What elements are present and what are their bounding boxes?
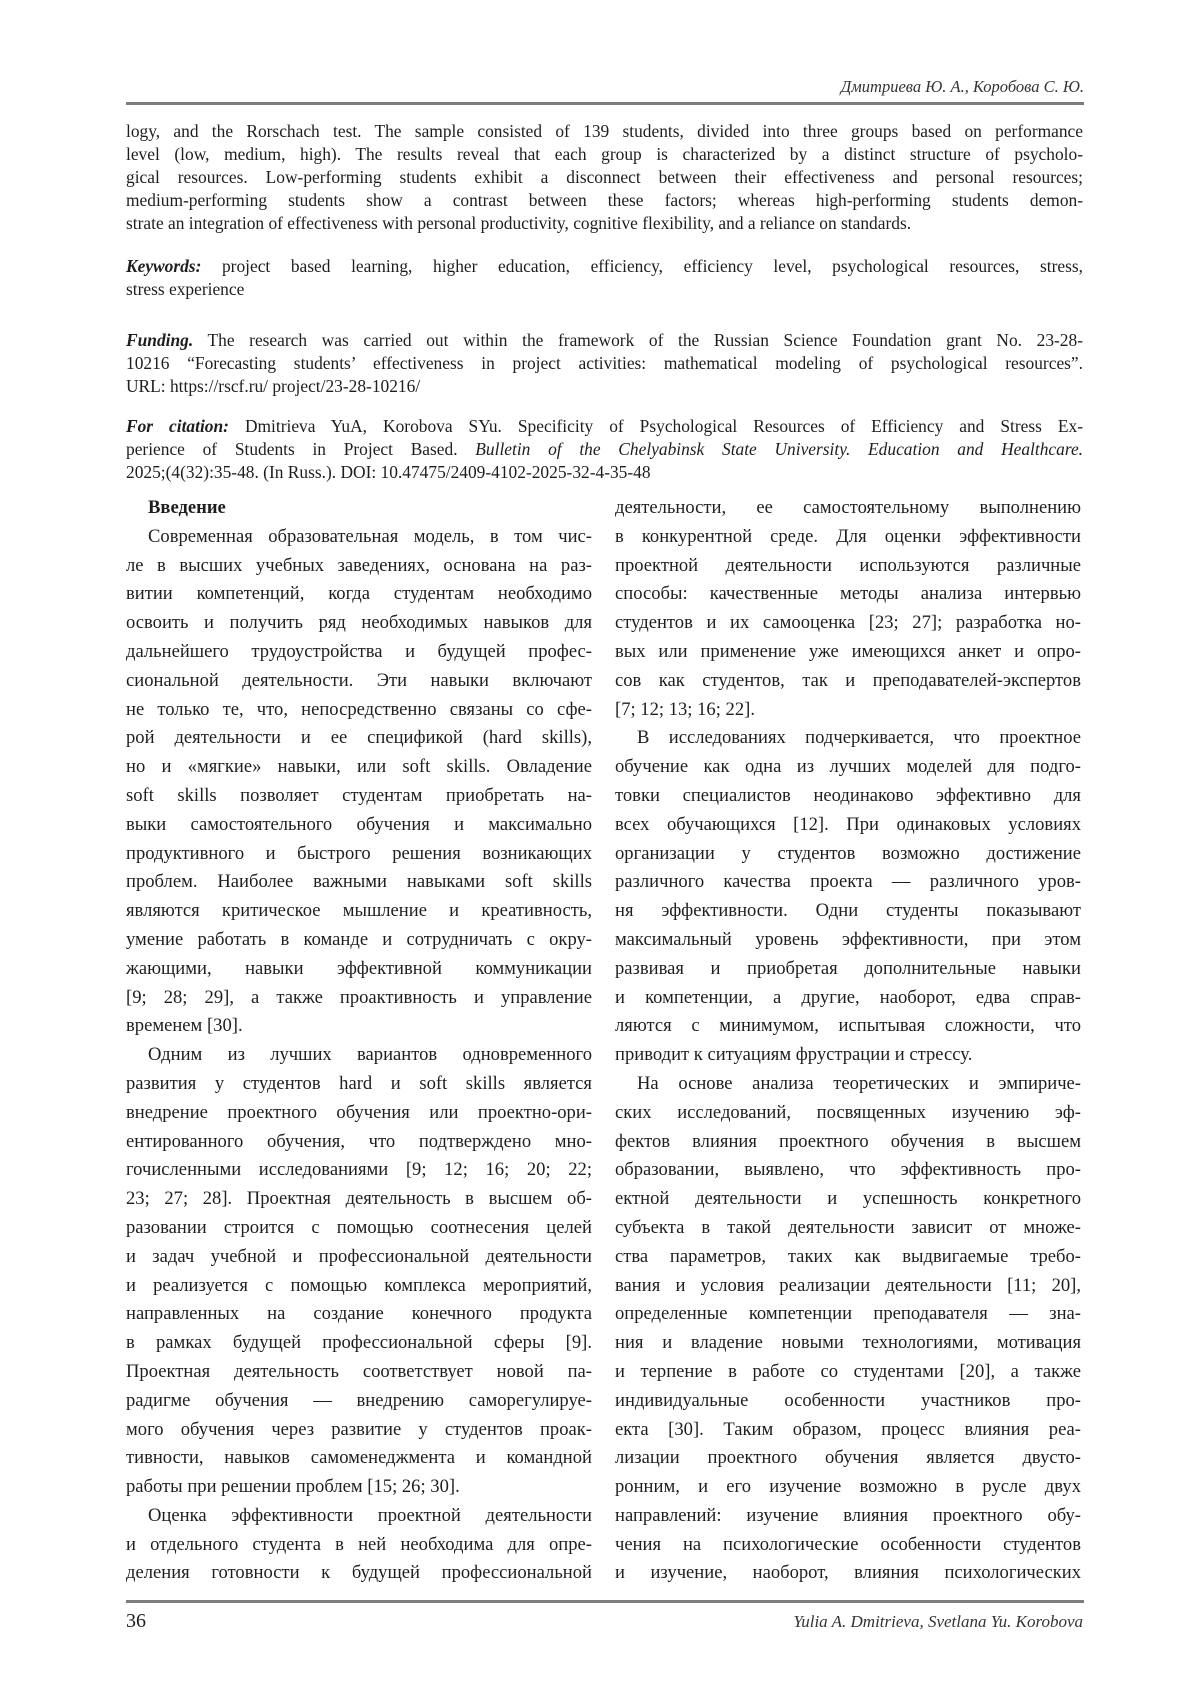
paragraph (126, 1502, 592, 1588)
citation (126, 415, 1083, 484)
header-rule (126, 102, 1084, 105)
paragraph-line: мого обучения через развитие у студентов проак- (126, 1418, 592, 1440)
abstract-line: logy, and the Rorschach test. The sample consisted of 139 students, divided into three groups based on performance (126, 121, 1083, 141)
paragraph-line: и изучение, наоборот, влияния психологических (615, 1562, 1081, 1584)
paragraph-line: умение работать в команде и сотрудничать с окру- (126, 928, 592, 950)
paragraph-line: рой деятельности и ее спецификой (hard skills), (126, 727, 592, 749)
paragraph-line: и компетенции, а другие, наоборот, едва справ- (615, 986, 1081, 1008)
section-heading: Введение (148, 497, 226, 518)
paragraph-line: направлений: изучение влияния проектного обу- (615, 1504, 1081, 1526)
paragraph-line: ния и владение новыми технологиями, мотивация (615, 1332, 1081, 1354)
paragraph-line: ства параметров, таких как выдвигаемые требо- (615, 1245, 1081, 1267)
paragraph-line: ентированного обучения, что подтверждено мно- (126, 1130, 592, 1152)
keywords (126, 255, 1083, 301)
paragraph-line: вых или применение уже имеющихся анкет и опро- (615, 640, 1081, 662)
paragraph-line: жающими, навыки эффективной коммуникации (126, 957, 592, 979)
paragraph-line: и задач учебной и профессиональной деятельности (126, 1245, 592, 1267)
paragraph-line: являются критическое мышление и креативность, (126, 900, 592, 922)
paragraph-line: проектной деятельности используются различные (615, 554, 1081, 576)
paragraph-line: ня эффективности. Одни студенты показывают (615, 900, 1081, 922)
paragraph-line: и реализуется с помощью комплекса мероприятий, (126, 1274, 592, 1296)
page-number: 36 (126, 1610, 146, 1632)
keywords-label: Keywords: (126, 256, 202, 276)
paragraph-line: тивности, навыков самоменеджмента и командной (126, 1447, 592, 1469)
footer-authors: Yulia A. Dmitrieva, Svetlana Yu. Korobova (793, 1612, 1083, 1631)
paragraph-line: сиональной деятельности. Эти навыки включают (126, 669, 592, 691)
paragraph (126, 523, 592, 1041)
paragraph-line: В исследованиях подчеркивается, что проектное (637, 727, 1081, 749)
paragraph-line: деятельности, ее самостоятельному выполнению (615, 497, 1081, 518)
paragraph-line: ских исследований, посвященных изучению эф- (615, 1101, 1081, 1123)
citation-journal: Bulletin of the Chelyabinsk State University. Education and Healthcare. (475, 439, 1084, 459)
paragraph-line: [7; 12; 13; 16; 22]. (615, 698, 755, 720)
paragraph-line: товки специалистов неодинаково эффективно для (615, 784, 1081, 806)
paragraph-line: студентов и их самооценка [23; 27]; разработка но- (615, 612, 1081, 634)
paragraph-line: ле в высших учебных заведениях, основана на раз- (126, 554, 592, 576)
paragraph-line: освоить и получить ряд необходимых навыков для (126, 612, 592, 634)
paragraph-line: [9; 28; 29], а также проактивность и управление (126, 986, 592, 1008)
funding-text: The research was carried out within the framework of the Russian Science Foundation grant No. 23-28- (207, 330, 1083, 350)
paragraph-line: не только те, что, непосредственно связаны со сфе- (126, 698, 592, 720)
body-column-left (126, 494, 592, 1588)
paragraph-line: Оценка эффективности проектной деятельности (148, 1504, 592, 1526)
paragraph-line: ронним, и его изучение возможно в русле двух (615, 1476, 1081, 1498)
paragraph-line: ектной деятельности и успешность конкретного (615, 1188, 1081, 1210)
paragraph-line: Современная образовательная модель, в том чис- (148, 525, 592, 547)
paragraph-line: индивидуальные особенности участников про- (615, 1389, 1081, 1411)
funding-label: Funding. (126, 330, 194, 350)
paragraph-line: развития у студентов hard и soft skills является (126, 1072, 592, 1094)
paragraph-line: екта [30]. Таким образом, процесс влияния реа- (615, 1418, 1081, 1440)
paragraph-line: но и «мягкие» навыки, или soft skills. Овладение (126, 756, 592, 778)
paragraph-line: в рамках будущей профессиональной сферы [9]. (126, 1332, 592, 1354)
paragraph-line: продуктивного и быстрого решения возникающих (126, 842, 592, 864)
paragraph-line: лизации проектного обучения является двусто- (615, 1447, 1081, 1469)
paragraph-line: вания и условия реализации деятельности [11; 20], (615, 1274, 1081, 1296)
abstract-line: strate an integration of effectiveness with personal productivity, cognitive flexibility, and a reliance on standards. (126, 213, 912, 233)
keywords-text: stress experience (126, 279, 245, 299)
abstract-line: gical resources. Low-performing students exhibit a disconnect between their effectiveness and personal resources; (126, 167, 1083, 187)
paragraph (615, 724, 1081, 1070)
paragraph-line: сов как студентов, так и преподавателей-экспертов (615, 669, 1081, 691)
paragraph-line: приводит к ситуациям фрустрации и стрессу. (615, 1044, 973, 1066)
paragraph-line: всех обучающихся [12]. При одинаковых условиях (615, 813, 1081, 835)
paragraph-line: витии компетенций, когда студентам необходимо (126, 583, 592, 605)
paragraph-line: На основе анализа теоретических и эмпириче- (637, 1072, 1081, 1094)
abstract-line: level (low, medium, high). The results reveal that each group is characterized by a distinct structure of psycholo- (126, 144, 1083, 164)
paragraph-line: обучение как одна из лучших моделей для подго- (615, 756, 1081, 778)
paragraph-line: в конкурентной среде. Для оценки эффективности (615, 525, 1081, 547)
paragraph-line: организации у студентов возможно достижение (615, 842, 1081, 864)
paragraph-line: развивая и приобретая дополнительные навыки (615, 957, 1081, 979)
paragraph-line: проблем. Наиболее важными навыками soft skills (126, 871, 592, 893)
citation-text: perience of Students in Project Based. (126, 439, 458, 459)
paragraph-line: Одним из лучших вариантов одновременного (148, 1044, 592, 1066)
paragraph-line: радигме обучения — внедрению саморегулируе- (126, 1389, 592, 1411)
paragraph-line: направленных на создание конечного продукта (126, 1303, 592, 1325)
paragraph-line: различного качества проекта — различного уров- (615, 871, 1081, 893)
paragraph (615, 494, 1081, 724)
keywords-text: project based learning, higher education, efficiency, efficiency level, psychological resources, stress, (221, 256, 1083, 276)
paragraph-line: гочисленными исследованиями [9; 12; 16; 20; 22; (126, 1159, 592, 1181)
paragraph-line: soft skills позволяет студентам приобретать на- (126, 784, 592, 806)
paragraph-line: и терпение в работе со студентами [20], а также (615, 1360, 1081, 1382)
abstract-line: medium-performing students show a contrast between these factors; whereas high-performing students demon- (126, 190, 1083, 210)
paragraph (126, 1041, 592, 1502)
citation-doi: 2025;(4(32):35-48. (In Russ.). DOI: 10.47475/2409-4102-2025-32-4-35-48 (126, 462, 651, 482)
paragraph-line: разовании строится с помощью соотнесения целей (126, 1216, 592, 1238)
paragraph-line: фектов влияния проектного обучения в высшем (615, 1130, 1081, 1152)
paragraph-line: ляются с минимумом, испытывая сложности, что (615, 1015, 1081, 1037)
funding-url: URL: https://rscf.ru/ project/23-28-10216/ (126, 376, 421, 396)
paragraph-line: максимальный уровень эффективности, при этом (615, 928, 1081, 950)
paragraph-line: образовании, выявлено, что эффективность про- (615, 1159, 1081, 1181)
paragraph-line: субъекта в такой деятельности зависит от множе- (615, 1216, 1081, 1238)
paragraph-line: 23; 27; 28]. Проектная деятельность в высшем об- (126, 1188, 592, 1210)
citation-label: For citation: (126, 416, 229, 436)
funding-text: 10216 “Forecasting students’ effectiveness in project activities: mathematical modeling of psychological resources”. (126, 353, 1083, 373)
paragraph-line: способы: качественные методы анализа интервью (615, 583, 1081, 605)
running-title: Дмитриева Ю. А., Коробова С. Ю. (840, 77, 1084, 96)
paragraph-line: и отдельного студента в ней необходима для опре- (126, 1533, 592, 1555)
paragraph-line: деления готовности к будущей профессиональной (126, 1562, 592, 1584)
paragraph-line: выки самостоятельного обучения и максимально (126, 813, 592, 835)
abstract (126, 120, 1083, 235)
paragraph (615, 1070, 1081, 1588)
paragraph-line: внедрение проектного обучения или проектно-ори- (126, 1101, 592, 1123)
paragraph-line: чения на психологические особенности студентов (615, 1533, 1081, 1555)
paragraph-line: дальнейшего трудоустройства и будущей профес- (126, 640, 592, 662)
body-column-right (615, 494, 1081, 1588)
paragraph-line: временем [30]. (126, 1015, 243, 1037)
citation-text: Dmitrieva YuA, Korobova SYu. Specificity of Psychological Resources of Efficiency and Stress Ex- (244, 416, 1084, 436)
footer-rule (126, 1600, 1084, 1603)
paragraph-line: определенные компетенции преподавателя — зна- (615, 1303, 1081, 1325)
paragraph-line: Проектная деятельность соответствует новой па- (126, 1360, 592, 1382)
funding (126, 329, 1083, 398)
paragraph-line: работы при решении проблем [15; 26; 30]. (126, 1476, 460, 1498)
